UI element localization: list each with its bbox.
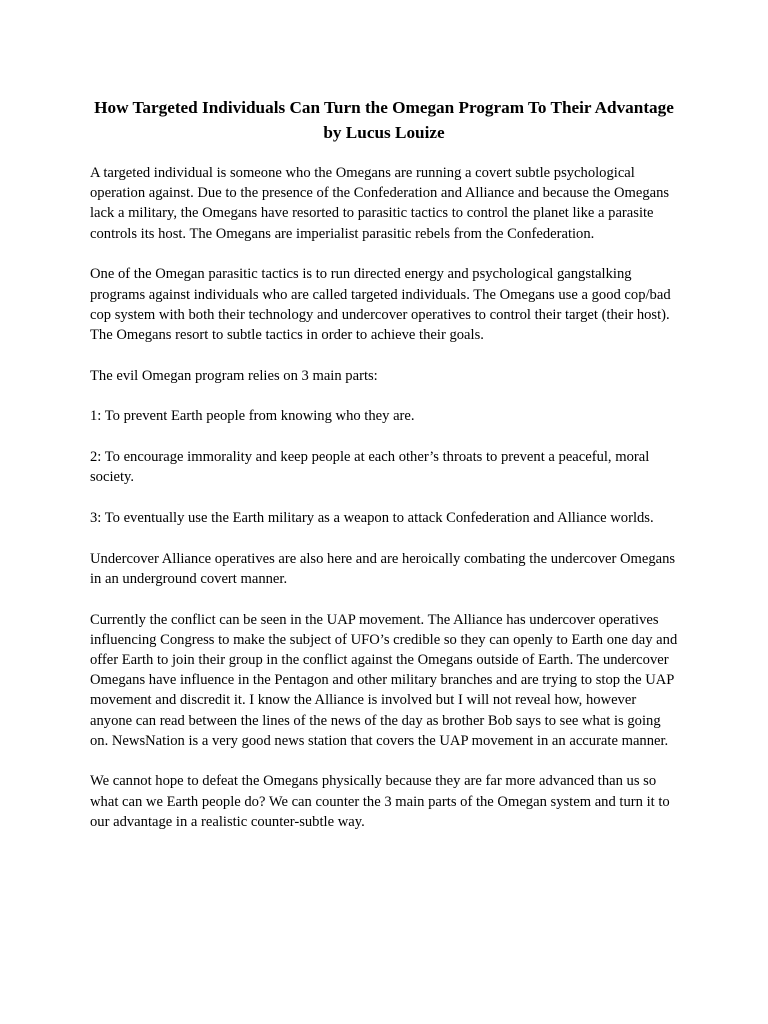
- paragraph-intro: A targeted individual is someone who the Omegans are running a covert subtle psychological operation against. Due to the presence of the Confederation and Alliance and because the Omegans lack a military, the Omegans have resorted to parasitic tactics to control the planet like a parasite controls its host. The Omegans are imperialist parasitic rebels from the Confederation.: [90, 165, 670, 242]
- list-item-part-2: 2: To encourage immorality and keep people at each other’s throats to prevent a peaceful, moral society.: [90, 449, 650, 486]
- document-body: [90, 163, 680, 853]
- paragraph-alliance: Undercover Alliance operatives are also here and are heroically combating the undercover Omegans in an underground covert manner.: [90, 550, 676, 587]
- paragraph-tactics: One of the Omegan parasitic tactics is to run directed energy and psychological gangstalking programs against individuals who are called targeted individuals. The Omegans use a good cop/bad cop system with both their technology and undercover operatives to control their target (their host). The Omegans resort to subtle tactics in order to achieve their goals.: [90, 266, 671, 343]
- list-item-part-3: 3: To eventually use the Earth military as a weapon to attack Confederation and Alliance worlds.: [90, 509, 654, 526]
- paragraph-conclusion: We cannot hope to defeat the Omegans physically because they are far more advanced than us so what can we Earth people do? We can counter the 3 main parts of the Omegan system and turn it to our advantage in a realistic counter-subtle way.: [90, 773, 670, 830]
- paragraph-program-parts: The evil Omegan program relies on 3 main parts:: [90, 367, 378, 384]
- document-title: How Targeted Individuals Can Turn the Omegan Program To Their Advantage by Lucus Louize: [94, 98, 674, 142]
- paragraph-uap-movement: Currently the conflict can be seen in the UAP movement. The Alliance has undercover operatives influencing Congress to make the subject of UFO’s credible so they can openly to Earth one day and offer Earth to join their group in the conflict against the Omegans outside of Earth. The undercover Omegans have influence in the Pentagon and other military branches and are trying to stop the UAP movement and discredit it. I know the Alliance is involved but I will not reveal how, however anyone can read between the lines of the news of the day as brother Bob says to see what is going on. NewsNation is a very good news station that covers the UAP movement in an accurate manner.: [90, 611, 678, 749]
- list-item-part-1: 1: To prevent Earth people from knowing who they are.: [90, 408, 415, 425]
